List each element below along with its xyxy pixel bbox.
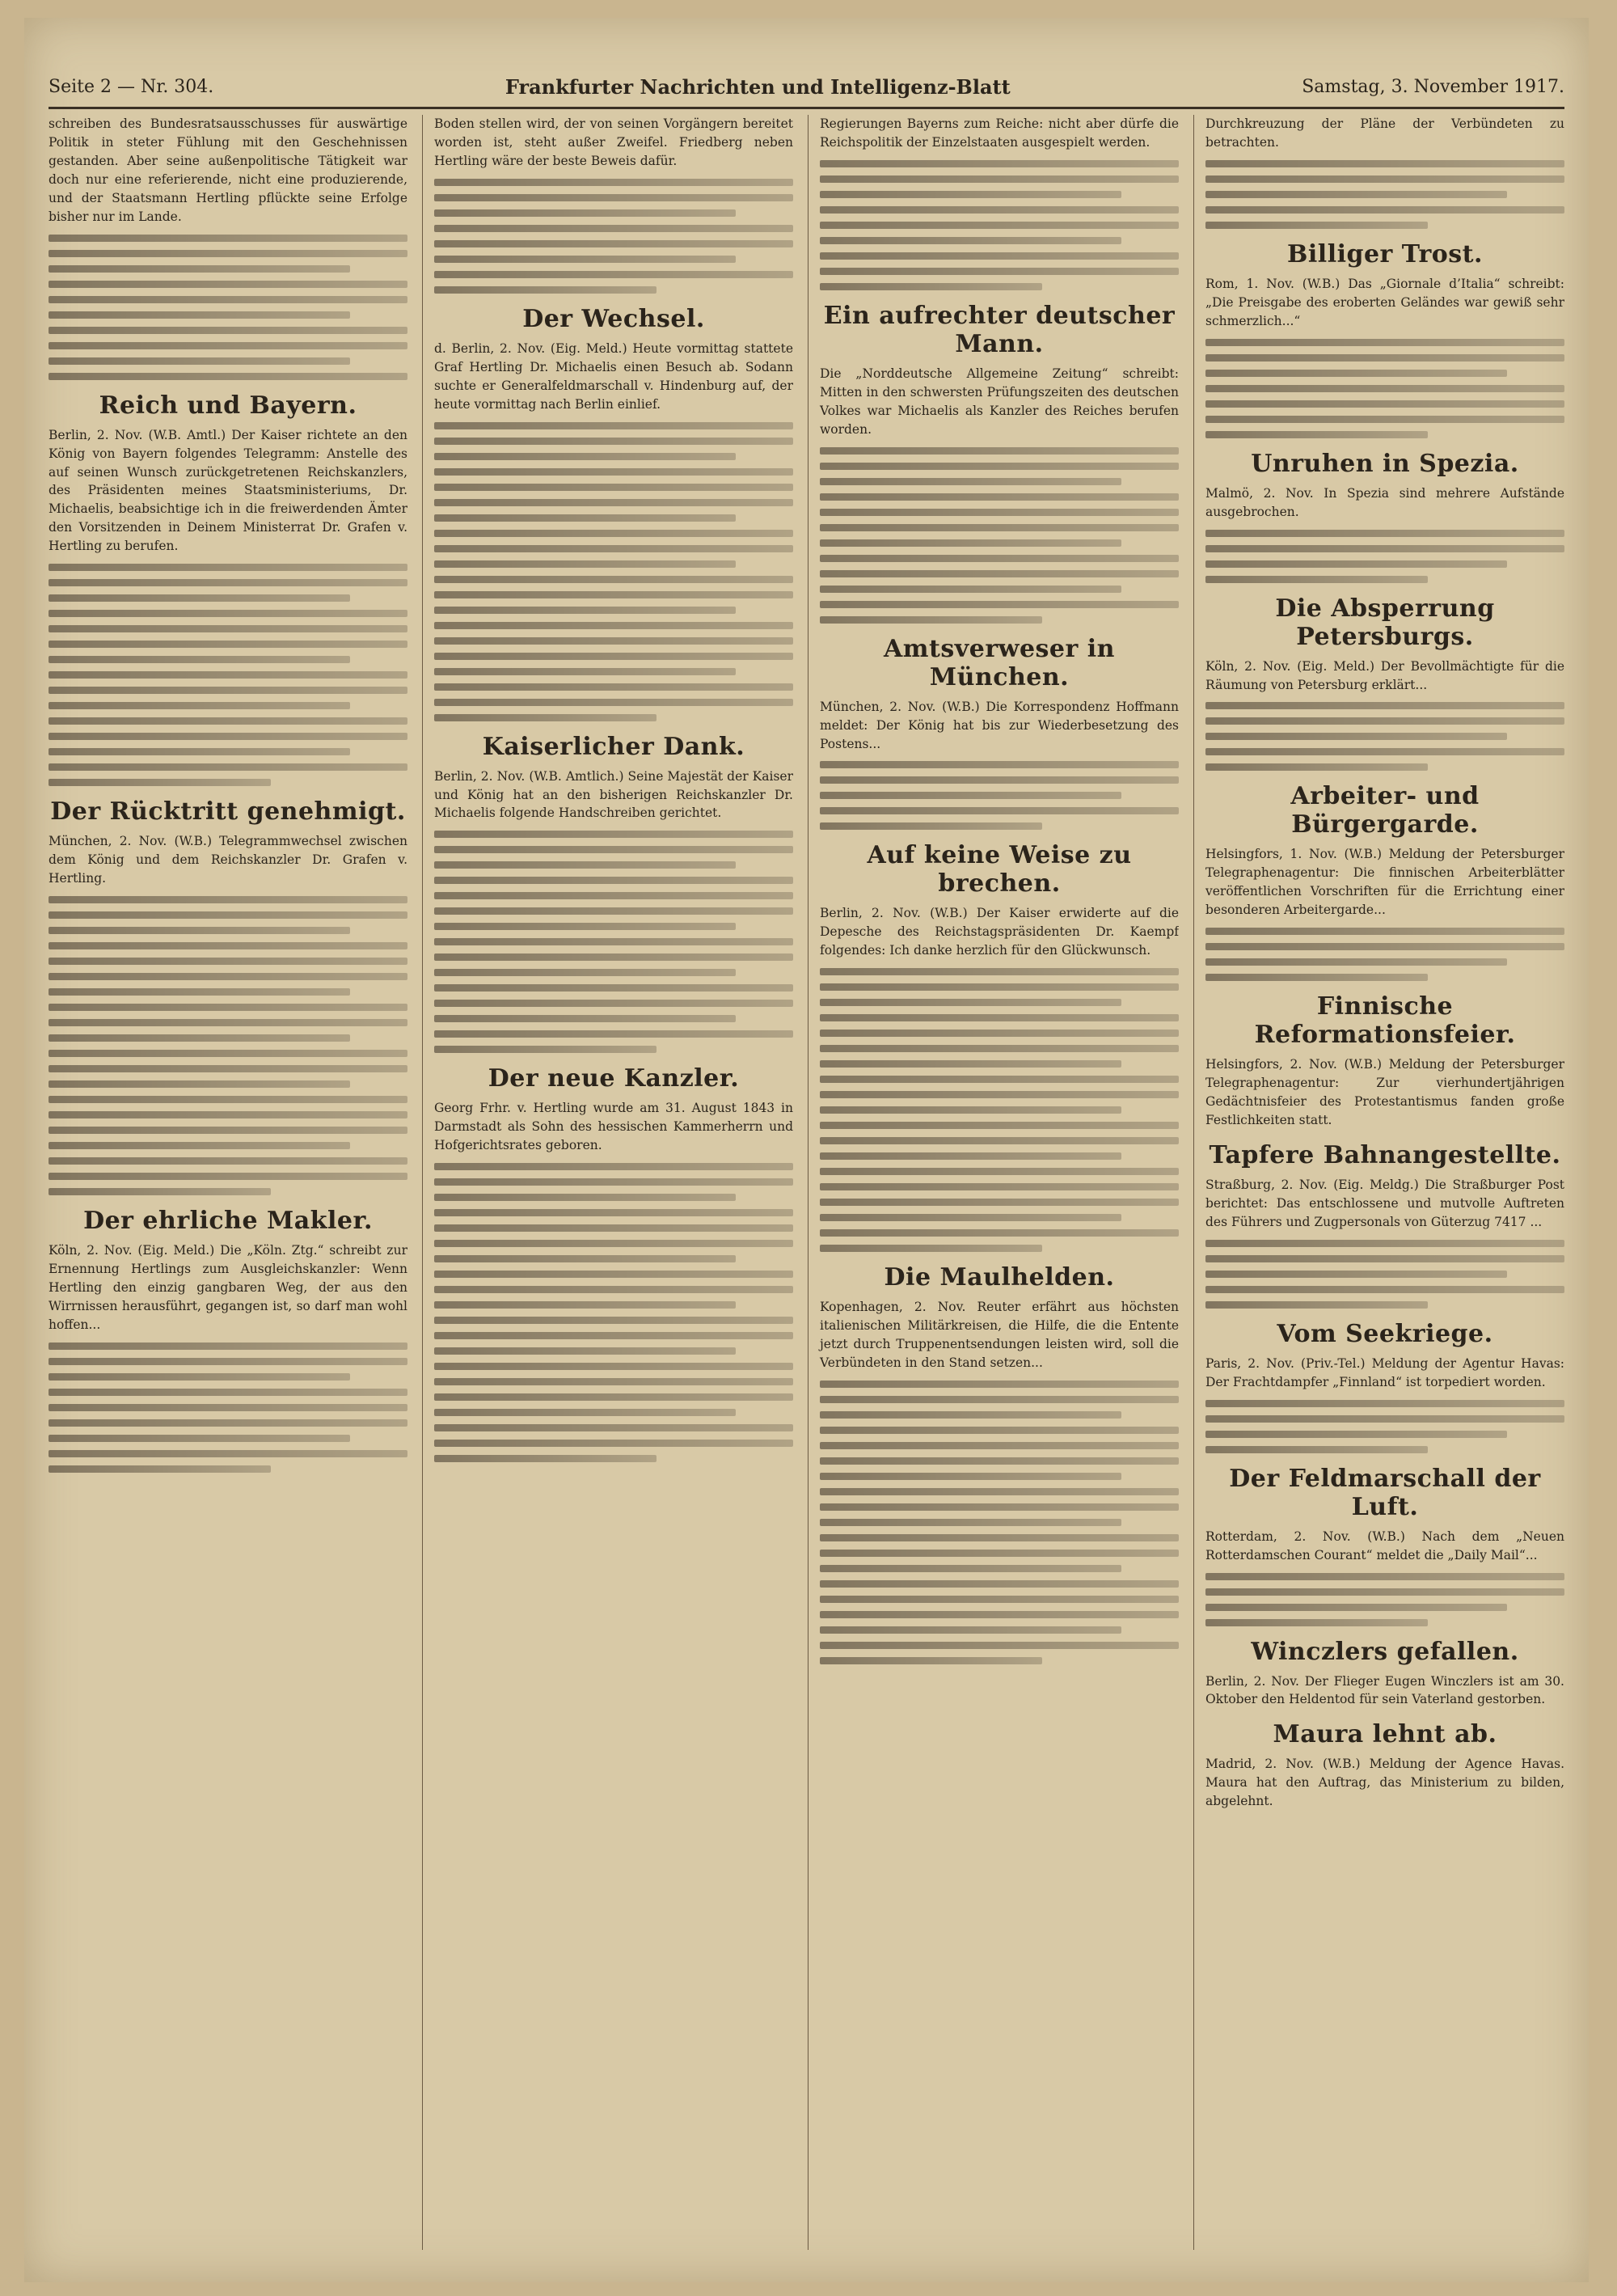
text-lines (1205, 1400, 1564, 1453)
article-absperrung-petersburgs (1205, 594, 1564, 772)
text-lines (1205, 702, 1564, 771)
article-aufrechter-mann (820, 302, 1179, 624)
article-headline: Ein aufrechter deutscher Mann. (823, 301, 1176, 358)
article-reich-und-bayern (49, 391, 407, 787)
article-text: Berlin, 2. Nov. Der Flieger Eugen Winczlers ist am 30. Oktober den Heldentod für sein Vaterland gestorben. (1205, 1673, 1564, 1707)
article-text: Kopenhagen, 2. Nov. Reuter erfährt aus höchsten italienischen Militärkreisen, die Hilfe, die die Entente jetzt durch Truppenentsendungen leisten wird, soll die Verbündeten in den Stand setzen... (820, 1300, 1179, 1371)
column-1 (49, 115, 407, 2250)
column-3 (808, 115, 1179, 2250)
article-headline: Der Rücktritt genehmigt. (50, 797, 406, 827)
article-maura (1205, 1720, 1564, 1811)
article-headline: Finnische Reformationsfeier. (1254, 992, 1516, 1050)
text-lines (49, 1343, 407, 1473)
article-text: Berlin, 2. Nov. (W.B. Amtlich.) Seine Majestät der Kaiser und König hat an den bisherigen Reichskanzler Dr. Michaelis folgende Handschreiben gerichtet. (434, 768, 793, 821)
text-lines (1205, 339, 1564, 438)
article-headline: Reich und Bayern. (99, 391, 357, 420)
article-kaiserlicher-dank (434, 733, 793, 1054)
article-headline: Unruhen in Spezia. (1251, 449, 1519, 478)
article-ehrliche-makler (49, 1207, 407, 1473)
article-text: Rotterdam, 2. Nov. (W.B.) Nach dem „Neuen Rotterdamschen Courant“ meldet die „Daily Mail“... (1205, 1529, 1564, 1562)
text-lines (1205, 530, 1564, 583)
newspaper-page (24, 18, 1589, 2282)
columns (49, 115, 1564, 2250)
text-lines (1205, 928, 1564, 981)
text-lines (434, 422, 793, 721)
text-lines (434, 831, 793, 1053)
article-keine-weise (820, 841, 1179, 1252)
article-text: Madrid, 2. Nov. (W.B.) Meldung der Agence Havas. Maura hat den Auftrag, das Ministerium zu bilden, abgelehnt. (1205, 1757, 1564, 1809)
article-headline: Vom Seekriege. (1277, 1319, 1493, 1348)
text-lines (820, 160, 1179, 290)
article-bahnangestellte (1205, 1141, 1564, 1309)
article-headline: Maura lehnt ab. (1273, 1720, 1497, 1749)
article-text: d. Berlin, 2. Nov. (Eig. Meld.) Heute vormittag stattete Graf Hertling Dr. Michaelis einen Besuch ab. Sodann suchte er Generalfeldmarschall v. Hindenburg auf, der heute vormittag nach Berlin einlief. (434, 340, 793, 412)
article-winczlers (1205, 1638, 1564, 1710)
text-lines (1205, 1240, 1564, 1309)
article-intro-col1 (49, 115, 407, 380)
article-text: Georg Frhr. v. Hertling wurde am 31. August 1843 in Darmstadt als Sohn des hessischen Kammerherrn und Hofgerichtsrates geboren. (434, 1101, 793, 1153)
masthead (49, 66, 1564, 109)
article-headline: Die Absperrung Petersburgs. (1275, 594, 1495, 651)
page-number: Seite 2 — Nr. 304. (49, 76, 214, 97)
text-lines (49, 235, 407, 380)
article-headline: Arbeiter- und Bürgergarde. (1290, 782, 1480, 839)
article-reformationsfeier (1205, 992, 1564, 1130)
article-headline: Der neue Kanzler. (488, 1064, 740, 1093)
article-neue-kanzler (434, 1064, 793, 1462)
article-headline: Kaiserlicher Dank. (482, 732, 745, 761)
article-headline: Winczlers gefallen. (1251, 1637, 1519, 1666)
article-text: Regierungen Bayerns zum Reiche: nicht aber dürfe die Reichspolitik der Einzelstaaten ausgespielt werden. (820, 116, 1179, 150)
date: Samstag, 3. November 1917. (1302, 76, 1564, 97)
article-text: Berlin, 2. Nov. (W.B. Amtl.) Der Kaiser richtete an den König von Bayern folgendes Telegramm: Anstelle des auf seinen Wunsch zurückgetretenen Reichskanzlers, des Präsidenten meines Staatsministeriums, Dr. Michaelis, beabsichtige ich in die freiwerdenden Ämter den Vorsitzenden in Deinem Ministerrat Dr. Grafen v. Hertling zu berufen. (49, 427, 407, 554)
article-intro-col2 (434, 115, 793, 294)
text-lines (1205, 160, 1564, 229)
article-text: schreiben des Bundesratsausschusses für auswärtige Politik in steter Fühlung mit den Geschehnissen gestanden. Aber seine außenpolitische Tätigkeit war doch nur eine referierende, nicht eine produzierende, und der Staatsmann Hertling pflückte seine Erfolge bisher nur im Lande. (49, 116, 407, 224)
article-headline: Der Wechsel. (522, 304, 705, 333)
article-headline: Amtsverweser in München. (884, 634, 1115, 691)
article-text: Boden stellen wird, der von seinen Vorgängern bereitet worden ist, steht außer Zweifel. Friedberg neben Hertling wäre der beste Beweis dafür. (434, 116, 793, 168)
text-lines (820, 761, 1179, 830)
article-billiger-trost (1205, 240, 1564, 438)
article-text: Paris, 2. Nov. (Priv.-Tel.) Meldung der Agentur Havas: Der Frachtdampfer „Finnland“ ist torpediert worden. (1205, 1355, 1564, 1389)
article-wechsel (434, 305, 793, 721)
article-text: Helsingfors, 1. Nov. (W.B.) Meldung der Petersburger Telegraphenagentur: Die finnischen Arbeiterblätter veröffentlichen Vorschriften für die Errichtung einer besonderen Arbeitergarde... (1205, 847, 1564, 918)
text-lines (434, 1163, 793, 1462)
article-feldmarschall-luft (1205, 1465, 1564, 1626)
article-text: Malmö, 2. Nov. In Spezia sind mehrere Aufstände ausgebrochen. (1205, 485, 1564, 519)
article-headline: Die Maulhelden. (884, 1263, 1115, 1292)
article-text: Rom, 1. Nov. (W.B.) Das „Giornale d’Italia“ schreibt: „Die Preisgabe des eroberten Geländes war gewiß sehr schmerzlich...“ (1205, 276, 1564, 328)
article-text: München, 2. Nov. (W.B.) Telegrammwechsel zwischen dem König und dem Reichskanzler Dr. Grafen v. Hertling. (49, 834, 407, 886)
article-ruecktritt (49, 797, 407, 1195)
article-headline: Billiger Trost. (1287, 239, 1483, 269)
article-text: Die „Norddeutsche Allgemeine Zeitung“ schreibt: Mitten in den schwersten Prüfungszeiten des deutschen Volkes war Michaelis als Kanzler des Reiches berufen worden. (820, 366, 1179, 437)
article-unruhen-spezia (1205, 450, 1564, 583)
article-text: Straßburg, 2. Nov. (Eig. Meldg.) Die Straßburger Post berichtet: Das entschlossene und mutvolle Auftreten des Führers und Zugpersonals von Güterzug 7417 ... (1205, 1177, 1564, 1229)
article-text: Helsingfors, 2. Nov. (W.B.) Meldung der Petersburger Telegraphenagentur: Zur vierhundertjährigen Gedächtnisfeier des Protestantismus fanden große Festlichkeiten statt. (1205, 1057, 1564, 1127)
text-lines (820, 447, 1179, 624)
text-lines (1205, 1573, 1564, 1626)
article-headline: Der ehrliche Makler. (83, 1207, 373, 1235)
article-arbeiter-buergergarde (1205, 782, 1564, 981)
article-maulhelden (820, 1263, 1179, 1664)
article-seekriege (1205, 1320, 1564, 1453)
article-amtsverweser (820, 635, 1179, 831)
article-headline: Tapfere Bahnangestellte. (1209, 1140, 1561, 1169)
article-headline: Der Feldmarschall der Luft. (1229, 1464, 1541, 1521)
text-lines (434, 179, 793, 294)
article-intro-col3 (820, 115, 1179, 290)
text-lines (49, 564, 407, 786)
article-text: Köln, 2. Nov. (Eig. Meld.) Die „Köln. Ztg.“ schreibt zur Ernennung Hertlings zum Ausgleichskanzler: Wenn Hertling den einzig gangbaren Weg, der aus den Wirrnissen herausführt, gegangen ist, so darf man wohl hoffen... (49, 1243, 407, 1332)
article-headline: Auf keine Weise zu brechen. (867, 841, 1132, 899)
article-text: München, 2. Nov. (W.B.) Die Korrespondenz Hoffmann meldet: Der König hat bis zur Wiederbesetzung des Postens... (820, 699, 1179, 751)
article-intro-col4 (1205, 115, 1564, 229)
newspaper-title: Frankfurter Nachrichten und Intelligenz-Blatt (505, 74, 1011, 99)
column-4 (1193, 115, 1564, 2250)
article-text: Durchkreuzung der Pläne der Verbündeten zu betrachten. (1205, 116, 1564, 150)
text-lines (49, 896, 407, 1195)
text-lines (820, 968, 1179, 1252)
text-lines (820, 1381, 1179, 1664)
article-text: Berlin, 2. Nov. (W.B.) Der Kaiser erwiderte auf die Depesche des Reichstagspräsidenten Dr. Kaempf folgendes: Ich danke herzlich für den Glückwunsch. (820, 906, 1179, 958)
column-2 (422, 115, 793, 2250)
article-text: Köln, 2. Nov. (Eig. Meld.) Der Bevollmächtigte für die Räumung von Petersburg erklärt... (1205, 658, 1564, 692)
